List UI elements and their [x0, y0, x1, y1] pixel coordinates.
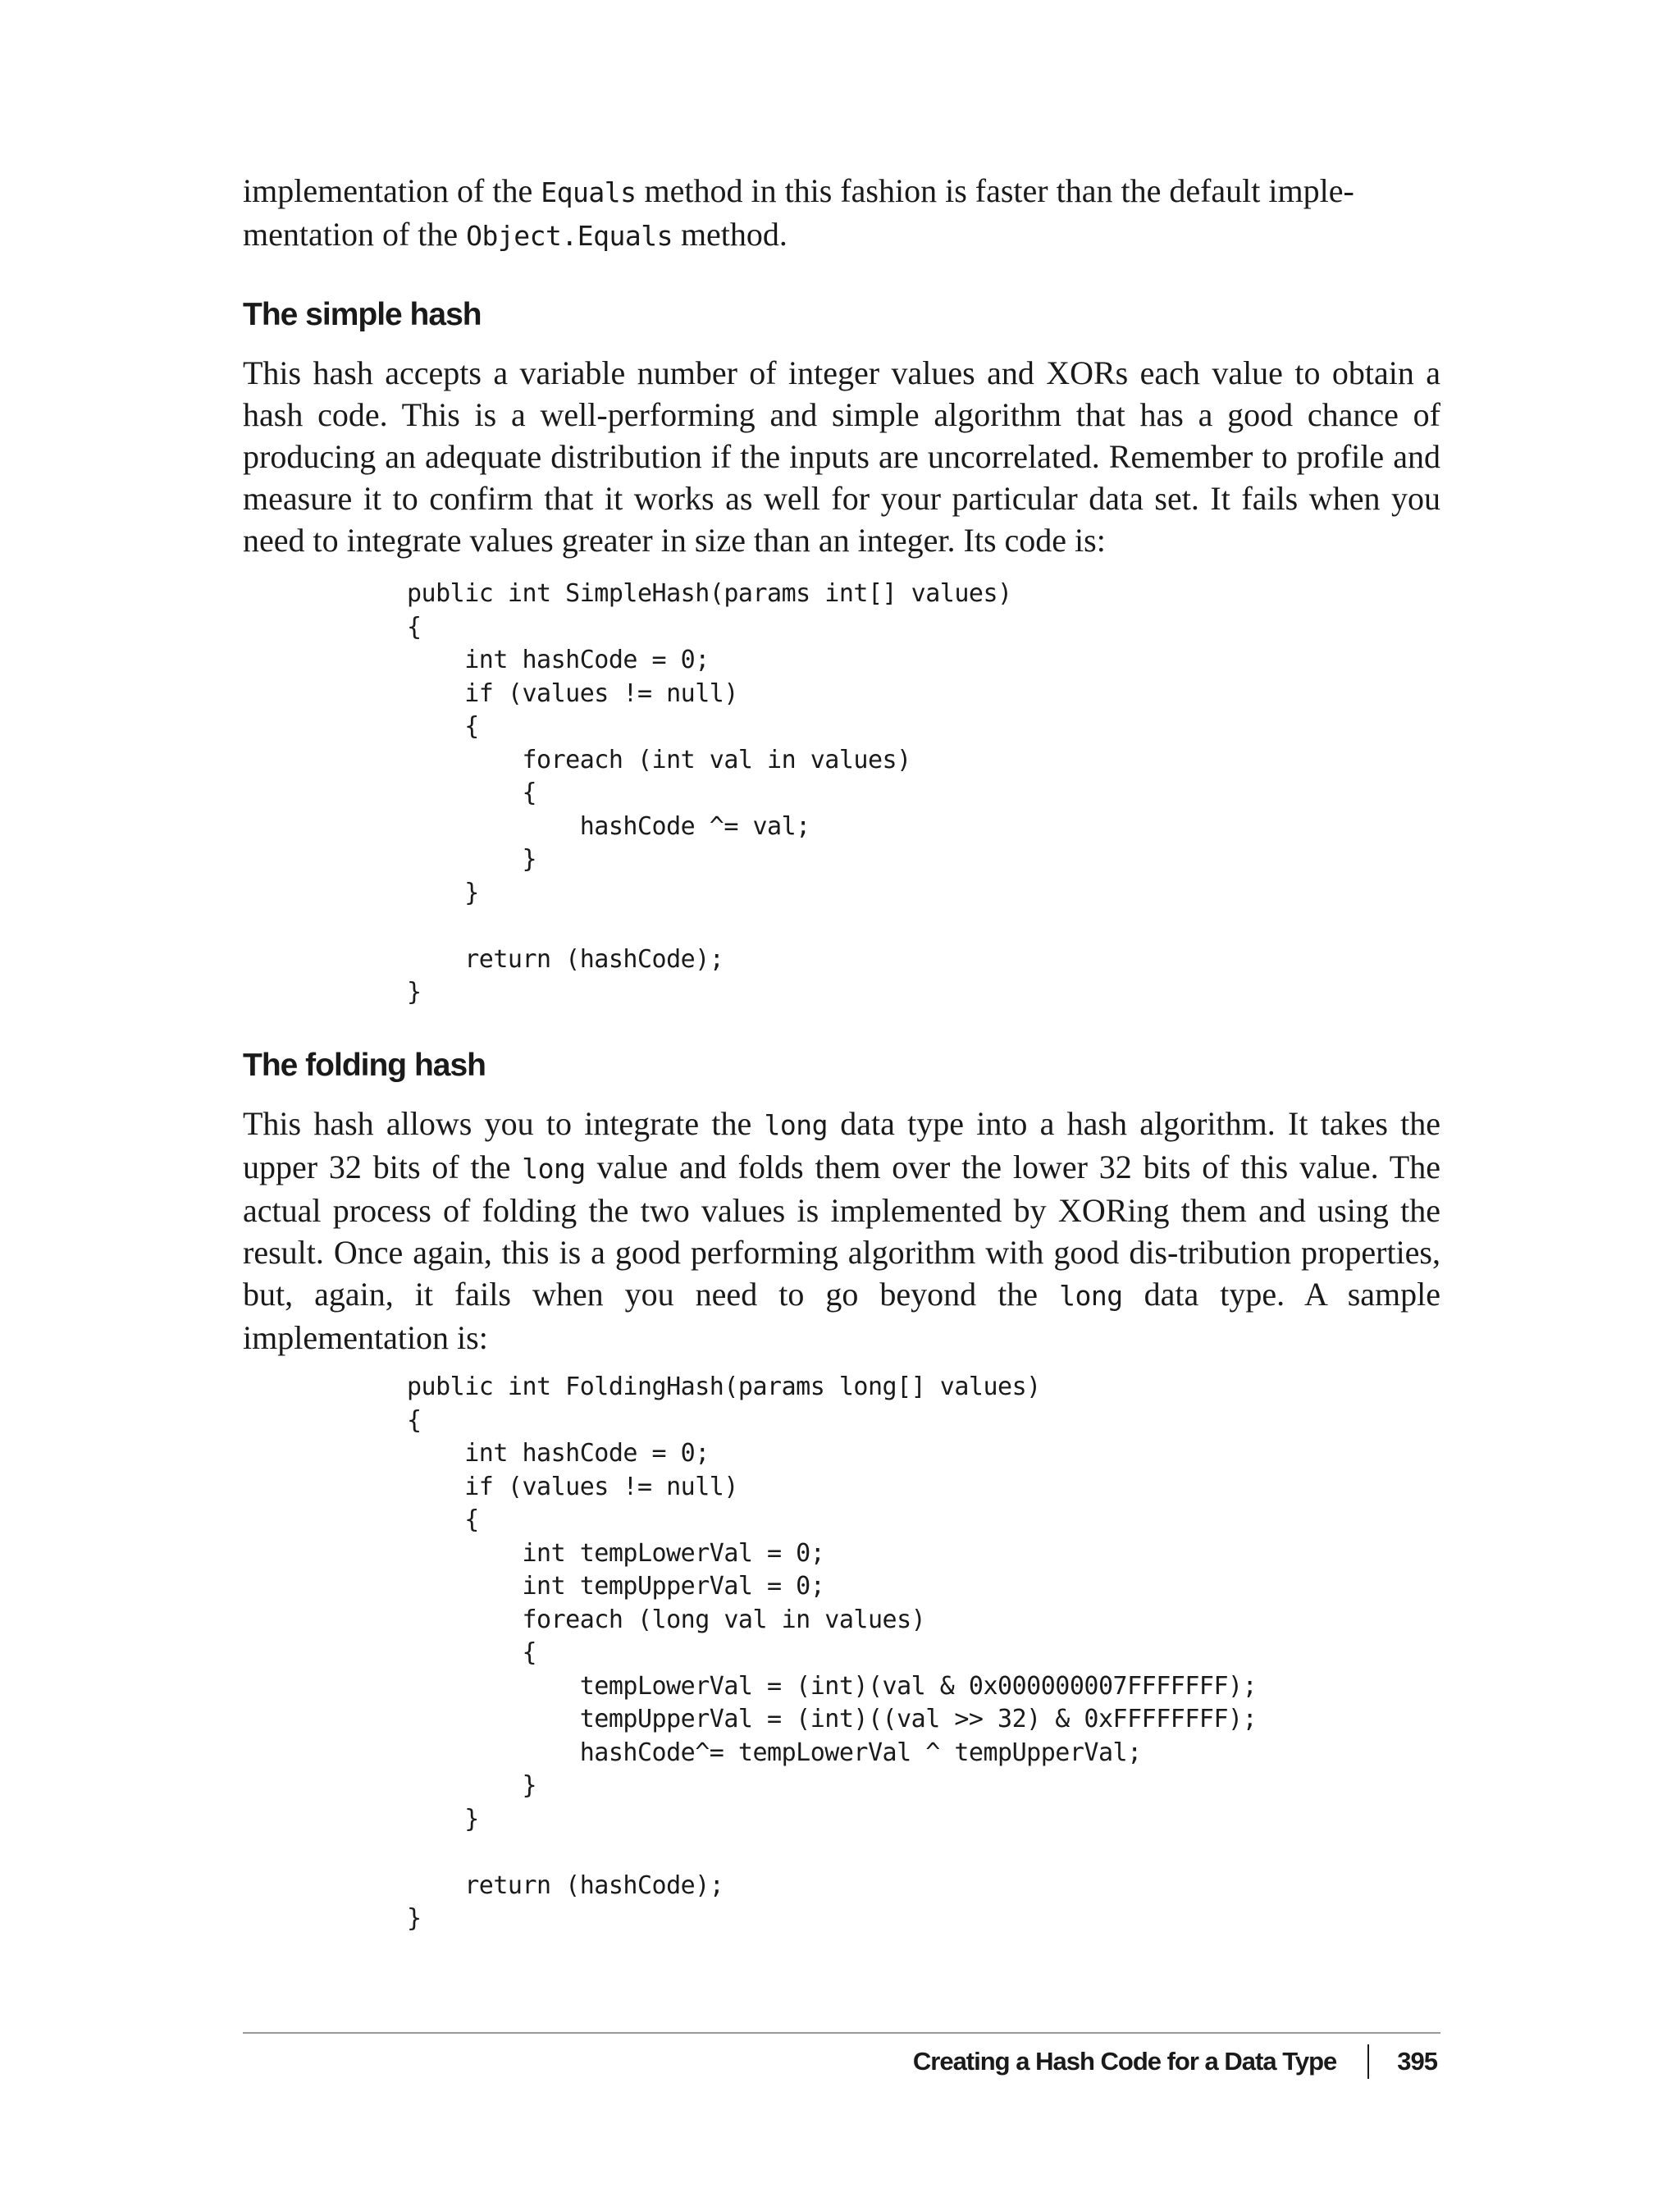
folding-text: value and folds them over the lower 32 bits of this value. The actual process of folding the two values is implemented by XORing them and using the result. Once again, this is a good performing algorithm with good dis-tribution properties, but, again, it fails when you need to go beyond the — [243, 1149, 1440, 1313]
footer-separator — [1367, 2044, 1369, 2079]
page-number: 395 — [1397, 2047, 1437, 2076]
folding-hash-paragraph — [243, 1103, 1440, 1359]
intro-text: method in this fashion is faster than the default imple- — [636, 172, 1354, 209]
inline-code: long — [764, 1109, 828, 1141]
simple-hash-paragraph: This hash accepts a variable number of integer values and XORs each value to obtain a hash code. This is a well-performing and simple algorithm that has a good chance of producing an adequate distribution if the inputs are uncorrelated. Remember to profile and measure it to confirm that it works as well for your particular data set. It fails when you need to integrate values greater in size than an integer. Its code is: — [243, 354, 1440, 559]
inline-code: long — [1059, 1280, 1123, 1312]
folding-text: This hash allows you to integrate the — [243, 1105, 765, 1142]
folding-text: data type. A sample implementation is: — [243, 1276, 1440, 1356]
folding-text: data type into a hash algorithm. It takes the upper 32 bits of the — [243, 1105, 1440, 1185]
intro-text: mentation of the — [243, 216, 467, 253]
simple-hash-heading: The simple hash — [243, 297, 482, 332]
simple-hash-code-block: public int SimpleHash(params int[] values) { int hashCode = 0; if (values != null) { foreach (int val in values) { hashCode ^= val; } } return (hashCode); } — [407, 579, 1012, 1007]
running-footer-title: Creating a Hash Code for a Data Type — [912, 2047, 1337, 2076]
intro-paragraph — [243, 170, 1440, 257]
inline-code: Equals — [541, 176, 637, 208]
folding-hash-heading: The folding hash — [243, 1048, 486, 1083]
inline-code: Object.Equals — [466, 220, 673, 252]
folding-hash-code-block: public int FoldingHash(params long[] values) { int hashCode = 0; if (values != null) { int tempLowerVal = 0; int tempUpperVal = 0; foreach (long val in values) { tempLowerVal = (int)(val & 0x000000007FFFFFFF); tempUpperVal = (int)((val >> 32) & 0xFFFFFFFF); hashCode^= tempLowerVal ^ tempUpperVal; } } return (hashCode); } — [407, 1372, 1258, 1933]
footer-rule — [243, 2032, 1440, 2034]
inline-code: long — [522, 1153, 586, 1185]
page-footer — [913, 2044, 1437, 2079]
intro-text: implementation of the — [243, 172, 541, 209]
intro-text: method. — [672, 216, 788, 253]
